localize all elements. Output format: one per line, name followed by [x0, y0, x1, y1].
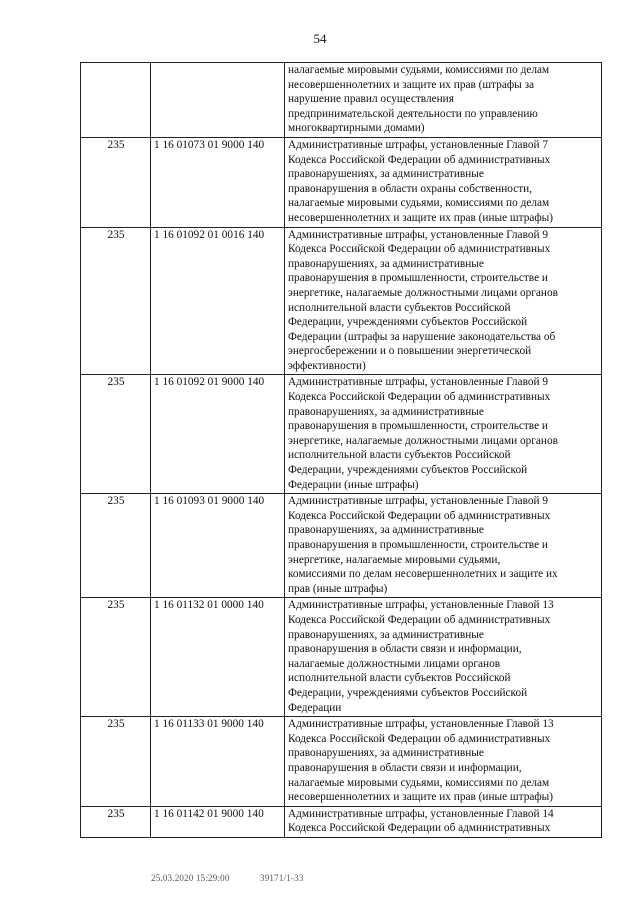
description-line: энергосбережении и о повышении энергетической [288, 345, 532, 358]
table-row [81, 494, 602, 598]
description-line: Федерации [288, 701, 342, 714]
description-cell [285, 494, 602, 598]
description-line: правонарушения в области связи и информации, [288, 761, 522, 774]
table-row [81, 63, 602, 138]
description-line: налагаемые мировыми судьями, комиссиями по делам [288, 197, 550, 210]
description-line: Кодекса Российской Федерации об административных [288, 613, 551, 626]
description-line: предпринимательской деятельности по управлению [288, 107, 538, 120]
description-line: правонарушениях, за административные [288, 524, 484, 537]
description-line: правонарушениях, за административные [288, 168, 484, 181]
description-line: Административные штрафы, установленные Главой 13 [288, 599, 554, 612]
admin-code-cell: 235 [81, 806, 151, 837]
description-line: Федерации (иные штрафы) [288, 478, 419, 491]
admin-code-cell: 235 [81, 717, 151, 807]
description-line: исполнительной власти субъектов Российской [288, 672, 511, 685]
document-footer [151, 873, 332, 883]
description-cell [285, 806, 602, 837]
description-line: несовершеннолетних и защите их прав (иные штрафы) [288, 211, 554, 224]
description-line: комиссиями по делам несовершеннолетних и защите их [288, 568, 558, 581]
description-line: прав (иные штрафы) [288, 582, 388, 595]
table-row [81, 598, 602, 717]
description-line: налагаемые должностными лицами органов [288, 657, 501, 670]
budget-code-cell: 1 16 01092 01 0016 140 [151, 227, 285, 375]
description-line: Административные штрафы, установленные Главой 9 [288, 376, 548, 389]
description-line: Административные штрафы, установленные Главой 14 [288, 807, 554, 820]
description-line: Кодекса Российской Федерации об административных [288, 153, 551, 166]
description-line: правонарушениях, за административные [288, 747, 484, 760]
description-cell [285, 598, 602, 717]
admin-code-cell: 235 [81, 227, 151, 375]
table-body [81, 63, 602, 838]
description-line: правонарушениях, за административные [288, 257, 484, 270]
description-line: Кодекса Российской Федерации об административных [288, 243, 551, 256]
description-line: Федерации, учреждениями субъектов Российской [288, 316, 528, 329]
description-line: многоквартирными домами) [288, 122, 425, 135]
description-line: Федерации, учреждениями субъектов Российской [288, 464, 528, 477]
description-line: Административные штрафы, установленные Главой 9 [288, 228, 548, 241]
table-row [81, 806, 602, 837]
description-line: Федерации (штрафы за нарушение законодательства об [288, 330, 556, 343]
budget-code-cell: 1 16 01093 01 9000 140 [151, 494, 285, 598]
description-line: Федерации, учреждениями субъектов Российской [288, 686, 528, 699]
description-line: правонарушения в области охраны собственности, [288, 182, 533, 195]
description-line: Административные штрафы, установленные Главой 13 [288, 718, 554, 731]
description-line: энергетике, налагаемые должностными лицами органов [288, 434, 558, 447]
description-line: несовершеннолетних и защите их прав (иные штрафы) [288, 791, 554, 804]
admin-code-cell: 235 [81, 375, 151, 494]
budget-code-cell: 1 16 01132 01 0000 140 [151, 598, 285, 717]
description-line: Кодекса Российской Федерации об административных [288, 391, 551, 404]
description-line: правонарушения в промышленности, строительстве и [288, 272, 548, 285]
description-line: Административные штрафы, установленные Главой 9 [288, 495, 548, 508]
description-line: налагаемые мировыми судьями, комиссиями по делам [288, 776, 550, 789]
description-line: энергетике, налагаемые должностными лицами органов [288, 286, 558, 299]
description-line: Кодекса Российской Федерации об административных [288, 822, 551, 835]
description-line: правонарушения в области связи и информации, [288, 643, 522, 656]
description-cell [285, 717, 602, 807]
description-line: нарушение правил осуществления [288, 93, 454, 106]
description-line: налагаемые мировыми судьями, комиссиями по делам [288, 64, 550, 76]
description-line: правонарушениях, за административные [288, 628, 484, 641]
description-line: правонарушениях, за административные [288, 405, 484, 418]
footer-timestamp: 25.03.2020 15:29:00 [151, 873, 230, 883]
description-line: Кодекса Российской Федерации об административных [288, 509, 551, 522]
table-row [81, 717, 602, 807]
footer-doc-code: 39171/1-33 [260, 873, 304, 883]
description-cell [285, 375, 602, 494]
budget-code-cell: 1 16 01142 01 9000 140 [151, 806, 285, 837]
description-line: исполнительной власти субъектов Российской [288, 449, 511, 462]
description-cell [285, 227, 602, 375]
table-row [81, 375, 602, 494]
table-row [81, 137, 602, 227]
description-line: эффективности) [288, 359, 366, 372]
description-line: энергетике, налагаемые мировыми судьями, [288, 553, 501, 566]
description-line: Административные штрафы, установленные Главой 7 [288, 138, 548, 151]
description-line: исполнительной власти субъектов Российской [288, 301, 511, 314]
admin-code-cell [81, 63, 151, 138]
budget-code-cell: 1 16 01092 01 9000 140 [151, 375, 285, 494]
budget-code-cell [151, 63, 285, 138]
description-line: несовершеннолетних и защите их прав (штрафы за [288, 78, 535, 91]
admin-code-cell: 235 [81, 598, 151, 717]
table-row [81, 227, 602, 375]
budget-classification-table [80, 62, 602, 838]
page-number: 54 [313, 31, 327, 46]
description-line: правонарушения в промышленности, строительстве и [288, 420, 548, 433]
admin-code-cell: 235 [81, 494, 151, 598]
description-line: правонарушения в промышленности, строительстве и [288, 539, 548, 551]
description-line: Кодекса Российской Федерации об административных [288, 732, 551, 745]
admin-code-cell: 235 [81, 137, 151, 227]
description-cell [285, 137, 602, 227]
budget-code-cell: 1 16 01073 01 9000 140 [151, 137, 285, 227]
budget-code-cell: 1 16 01133 01 9000 140 [151, 717, 285, 807]
description-cell [285, 63, 602, 138]
